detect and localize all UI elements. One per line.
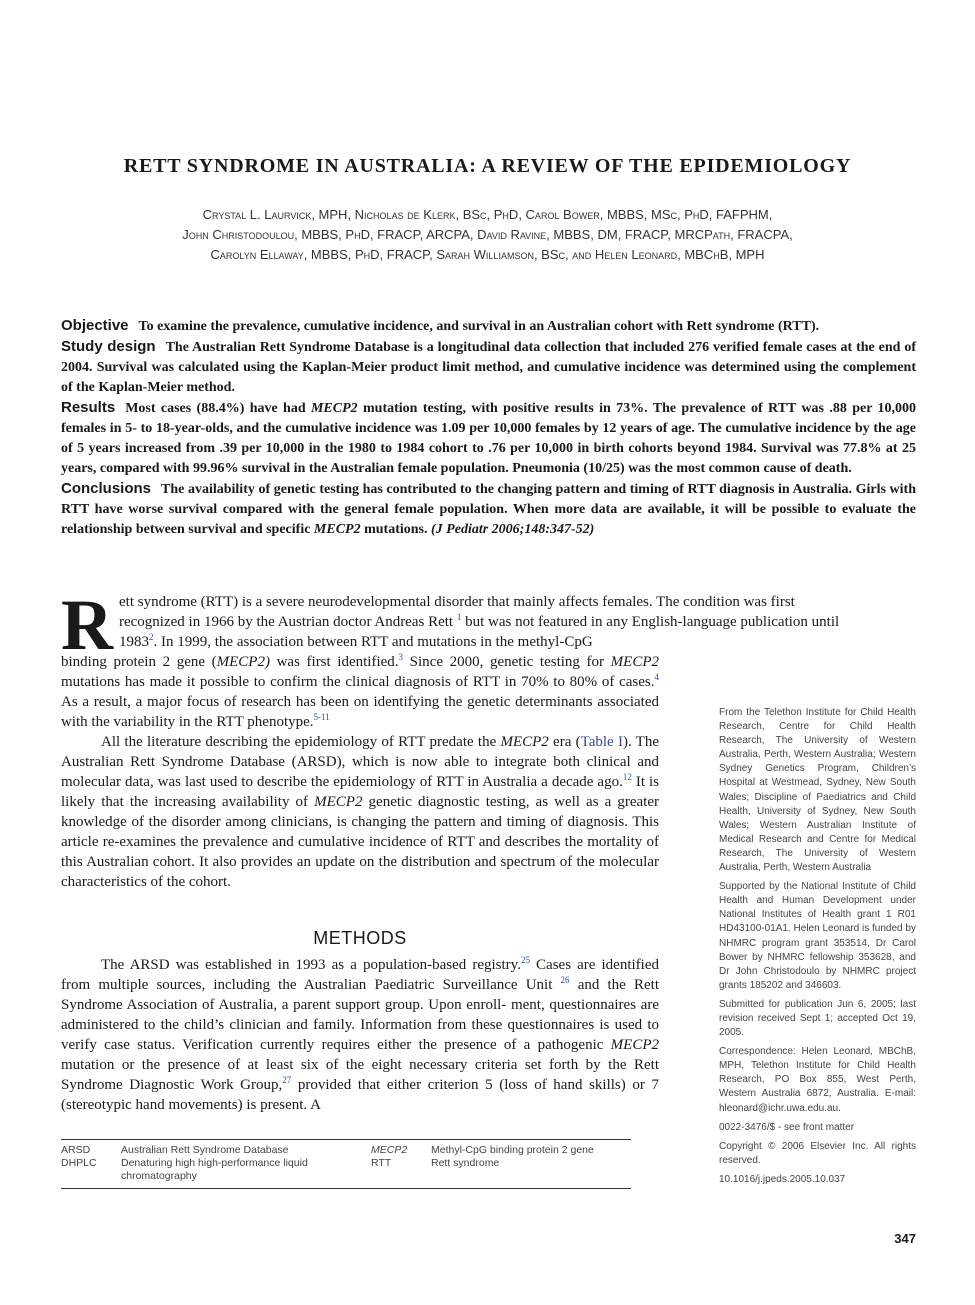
ref-link[interactable]: 4 <box>654 672 659 682</box>
design-text: The Australian Rett Syndrome Database is a longitudinal data collection that included 276 verified female cases at the end of 2004. Survival was calculated using the Kaplan-Meier product limit method, and cumulative incidence was determined using the complement of the Kaplan-Meier method. <box>61 340 916 395</box>
ref-link[interactable]: 12 <box>622 772 632 782</box>
abstract <box>61 316 916 540</box>
ref-link[interactable]: 5-11 <box>313 712 330 722</box>
text: All the literature describing the epidemiology of RTT predate the <box>101 734 501 750</box>
text: era ( <box>548 734 581 750</box>
correspondence-note: Correspondence: Helen Leonard, MBChB, MPH, Telethon Institute for Child Health Research, PO Box 855, West Perth, Western Australia 6872, Australia. E-mail: hleonard@ichr.uwa.edu.au. <box>719 1046 916 1114</box>
objective-text: To examine the prevalence, cumulative incidence, and survival in an Australian cohort with Rett syndrome (RTT). <box>138 319 820 334</box>
abbreviation-key: ARSD <box>61 1144 91 1156</box>
ref-link[interactable]: 2 <box>149 632 154 642</box>
text: and the Rett Syndrome Association of Australia, a parent support group. Upon enroll- ment, questionnaires are administered to the child’s clinician and family. Information from these questionnaires is used to verify case status. Verification currently requires either the presence of a pathogenic <box>61 977 659 1053</box>
abbreviation-column <box>61 1144 311 1183</box>
gene-name: MECP2 <box>500 734 549 750</box>
ref-link[interactable]: 1 <box>456 612 462 622</box>
gene-name: MECP2 <box>313 522 361 537</box>
gene-name: MECP2 <box>314 794 363 810</box>
text: . In 1999, the association between RTT and mutations in the methyl-CpG <box>153 634 593 650</box>
abbreviation-value: Australian Rett Syndrome Database <box>121 1144 289 1156</box>
article-title: RETT SYNDROME IN AUSTRALIA: A REVIEW OF THE EPIDEMIOLOGY <box>123 155 852 177</box>
abbreviation-row <box>61 1144 311 1157</box>
conclusions-text: The availability of genetic testing has contributed to the changing pattern and timing of RTT diagnosis in Australia. Girls with RTT have worse survival compared with the general female population. When more data are available, it will be possible to evaluate the relationship between survival and specific <box>61 482 916 537</box>
abbreviations-box <box>61 1139 631 1189</box>
abbreviation-value: Methyl-CpG binding protein 2 gene <box>431 1144 594 1156</box>
objective-label: Objective <box>61 317 129 334</box>
abbreviation-row <box>371 1144 621 1157</box>
journal-citation: (J Pediatr 2006;148:347-52) <box>431 522 595 537</box>
intro-line <box>61 612 916 632</box>
abbreviation-key: RTT <box>371 1157 392 1169</box>
text: mutations has made it possible to confirm the clinical diagnosis of RTT in 70% to 80% of cases. <box>61 674 655 690</box>
copyright-note: Copyright © 2006 Elsevier Inc. All rights reserved. <box>719 1140 916 1166</box>
abstract-results <box>61 398 916 479</box>
abstract-design <box>61 337 916 398</box>
text: Cases are identified from multiple sources, including the Australian Paediatric Surveillance Unit <box>61 957 659 993</box>
text: but was not featured in any English-language publication until <box>461 614 840 630</box>
text: was first identified. <box>269 654 399 670</box>
gene-name: MECP2 <box>610 654 659 670</box>
gene-name: MECP2 <box>610 1037 659 1053</box>
abstract-objective <box>61 316 916 337</box>
abbreviation-value: Denaturing high high-performance liquid chromatography <box>121 1157 308 1182</box>
author-line: Crystal L. Laurvick, MPH, Nicholas de Klerk, BSc, PhD, Carol Bower, MBBS, MSc, PhD, FAFPHM, <box>202 207 773 222</box>
drop-cap: R <box>61 585 113 665</box>
abbreviation-column <box>371 1144 621 1170</box>
doi-note[interactable]: 10.1016/j.jpeds.2005.10.037 <box>719 1173 846 1185</box>
abbreviation-key: DHPLC <box>61 1157 97 1169</box>
page-number: 347 <box>894 1231 916 1246</box>
gene-name: MECP2) <box>216 654 270 670</box>
abstract-conclusions <box>61 479 916 540</box>
intro-line: ett syndrome (RTT) is a severe neurodevelopmental disorder that mainly affects females. The condition was first <box>119 594 795 610</box>
paragraph <box>61 732 659 892</box>
methods-heading: METHODS <box>313 928 407 948</box>
ref-link[interactable]: 3 <box>398 652 404 662</box>
text: 1983 <box>119 634 149 650</box>
abbreviation-key: MECP2 <box>371 1144 408 1156</box>
conclusions-label: Conclusions <box>61 480 152 497</box>
paragraph <box>61 652 659 732</box>
text: ). The Australian Rett Syndrome Database (ARSD), which is now able to integrate both clinical and molecular data, was last used to describe the epidemiology of RTT in Australia a decade ago. <box>61 734 659 790</box>
submission-note: Submitted for publication Jun 6, 2005; last revision received Sept 1; accepted Oct 19, 2005. <box>719 998 916 1039</box>
abbreviation-row <box>371 1157 621 1170</box>
conclusions-text-cont: mutations. <box>360 522 432 537</box>
author-list <box>100 205 875 265</box>
text: binding protein 2 gene ( <box>61 654 217 670</box>
methods-body <box>61 955 659 1115</box>
table-link[interactable]: Table I <box>580 734 623 750</box>
support-note: Supported by the National Institute of Child Health and Human Development under National Institutes of Health grant 1 R01 HD43100-01A1. Helen Leonard is funded by NHMRC program grant 353514, Dr Carol Bower by NHMRC fellowship 353628, and Dr John Christodoulo by NHMRC project grants 185202 and 346603. <box>719 881 916 991</box>
gene-name: MECP2 <box>310 401 358 416</box>
design-label: Study design <box>61 338 156 355</box>
text: It is likely that the increasing availability of <box>61 774 659 810</box>
text: The ARSD was established in 1993 as a population-based registry. <box>101 957 521 973</box>
sidebar-notes <box>719 706 916 1192</box>
paragraph <box>61 955 659 1115</box>
results-label: Results <box>61 399 116 416</box>
author-line: John Christodoulou, MBBS, PhD, FRACP, ARCPA, David Ravine, MBBS, DM, FRACP, MRCPath, FRACPA, <box>182 227 793 242</box>
affiliation-note: From the Telethon Institute for Child Health Research, Centre for Child Health Research, The University of Western Australia, Perth, Western Australia; Western Sydney Genetics Program, Children’s Hospital at Westmead, Sydney, New South Wales; Discipline of Paediatrics and Child Health, University of Sydney, New South Wales; Western Australian Institute of Medical Research and Centre for Medical Research, The University of Western Australia, Perth, Western Australia <box>719 707 916 874</box>
author-line: Carolyn Ellaway, MBBS, PhD, FRACP, Sarah Williamson, BSc, and Helen Leonard, MBChB, MPH <box>210 247 765 262</box>
issn-note: 0022-3476/$ - see front matter <box>719 1121 855 1133</box>
intro-line <box>61 632 659 652</box>
text: mutation or the presence of at least six of the eight necessary criteria set forth by the Rett Syndrome Diagnostic Work Group, <box>61 1057 659 1093</box>
results-text-cont: mutation testing, with positive results in 73%. The prevalence of RTT was .88 per 10,000 females in 5- to 18-year-olds, and the cumulative incidence was 1.09 per 10,000 females by 12 years of age. The cumulative incidence by the age of 5 years increased from .39 per 10,000 in the 1980 to 1984 cohort to .76 per 10,000 in birth cohorts beyond 1984. Survival was 77.8% at 25 years, compared with 99.96% survival in the Australian female population. Pneumonia (10/25) was the most common cause of death. <box>61 401 917 476</box>
ref-link[interactable]: 25 <box>520 955 530 965</box>
abbreviation-row <box>61 1157 311 1183</box>
results-text: Most cases (88.4%) have had <box>125 401 311 416</box>
intro-body <box>61 652 659 892</box>
abbreviation-value: Rett syndrome <box>431 1157 500 1169</box>
ref-link[interactable]: 27 <box>282 1075 292 1085</box>
text: Since 2000, genetic testing for <box>403 654 611 670</box>
ref-link[interactable]: 26 <box>560 975 570 985</box>
text: recognized in 1966 by the Austrian doctor Andreas Rett <box>119 614 454 630</box>
text: As a result, a major focus of research has been on identifying the genetic determinants associated with the variability in the RTT phenotype. <box>61 694 659 730</box>
text: genetic diagnostic testing, as well as a greater knowledge of the disorder among clinicians, is changing the pattern and timing of diagnosis. This article re-examines the prevalence and cumulative incidence of RTT and describes the mortality of this Australian cohort. It also provides an update on the distribution and spectrum of the molecular characteristics of the cohort. <box>61 794 659 890</box>
text: provided that either criterion 5 (loss of hand skills) or 7 (stereotypic hand movements) is present. A <box>61 1077 659 1113</box>
